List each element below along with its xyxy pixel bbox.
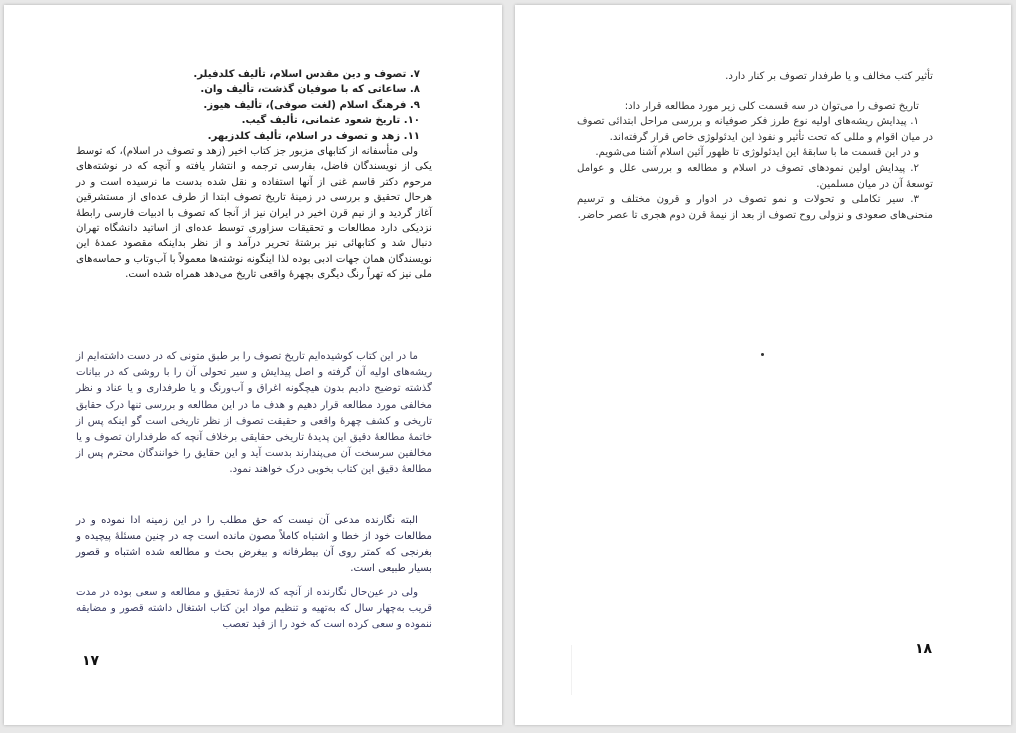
reference-item: ۱۱. زهد و تصوف در اسلام، تألیف کلدزیهر. (207, 130, 420, 142)
left-page-last-text (76, 585, 432, 633)
right-first-line: تأثیر کتب مخالف و یا طرفدار تصوف بر کنار دارد. (725, 71, 933, 82)
left-page-lower-text (76, 513, 432, 577)
left-page-top-text (76, 67, 432, 283)
ink-dot (761, 353, 764, 356)
reference-item: ۷. تصوف و دین مقدس اسلام، تألیف کلدفیلر. (193, 69, 420, 80)
left-page-middle-text (76, 349, 432, 479)
paragraph-4: ولی در عین‌حال نگارنده از آنچه که لازمهٔ تحقیق و مطالعه و سعی بوده در مدت قریب به‌چهار سال که به‌تهیه و تنظیم مواد این کتاب اشتغال داشته قصور و مضایقه ننموده و سعی کرده است که خود را از قید تعصب (76, 587, 432, 630)
right-page-text (577, 69, 933, 223)
reference-item: ۸. ساعاتی که با صوفیان گذشت، تألیف وان. (200, 84, 420, 96)
left-page (4, 5, 502, 725)
reference-item: ۱۰. تاریخ شعود عثمانی، تألیف گیب. (241, 115, 420, 127)
paragraph-1: ولی متأسفانه از کتابهای مزبور جز کتاب اخیر (زهد و تصوف در اسلام)، که توسط یکی از نویسندگان فاضل، بفارسی ترجمه و انتشار یافته و آنچه که در نوشته‌های مرحوم دکتر قاسم غنی از آنها استفاده و نقل شده بدست ما نرسیده است و در هرحال تحقیق و بررسی در زمینهٔ تاریخ تصوف ابتدا از طرف عده‌ای از مستشرقین آغاز گردید و از نیم قرن اخیر در ایران نیز از آنجا که تصوف با ادبیات فارسی رابطهٔ نزدیکی دارد مطالعات و تحقیقات سزاوری توسط عده‌ای از اساتید دانشگاه تهران دنبال شد و کتابهائی نیز برشتهٔ تحریر درآمد و از نظر بداینکه مقصود عمدهٔ این نویسندگان همان جهات ادبی بوده لذا اینگونه نوشته‌ها معمولاً با آب‌وتاب و حماسه‌های ملی نیز که تهراً رنگ دیگری بچهرهٔ واقعی تاریخ می‌دهد همراه شده است. (76, 146, 432, 281)
list-item-1-continuation: و در این قسمت ما با سابقهٔ این ایدئولوژی تا ظهور آئین اسلام آشنا می‌شویم. (595, 147, 919, 159)
paragraph-3: البته نگارنده مدعی آن نیست که حق مطلب را در این زمینه ادا نموده و در مطالعات خود از خطا و اشتباه کاملاً مصون مانده است چه در چنین مسئلهٔ پیچیده و بغرنجی که کمتر روی آن بیطرفانه و بیغرض بحث و مطالعه شده اشتباه و قصور بسیار طبیعی است. (76, 515, 432, 574)
page-edge-mark (571, 645, 572, 695)
list-item-3: ۳. سیر تکاملی و تحولات و نمو تصوف در ادوار و قرون مختلف و ترسیم منحنی‌های صعودی و نزولی روح تصوف از بعد از نیمهٔ قرن دوم هجری تا عصر حاضر. (577, 194, 933, 221)
list-item-1: ۱. پیدایش ریشه‌های اولیه نوع طرز فکر صوفیانه و بررسی مراحل ابتدائی تصوف در میان اقوام و مللی که تحت تأثیر و نفوذ این ایدئولوژی خاص قرار گرفته‌اند. (577, 116, 933, 143)
reference-item: ۹. فرهنگ اسلام (لغت صوفی)، تألیف هیوز. (203, 99, 420, 111)
right-intro: تاریخ تصوف را می‌توان در سه قسمت کلی زیر مورد مطالعه قرار داد: (624, 100, 919, 112)
page-number-left: ۱۷ (82, 653, 100, 669)
list-item-2: ۲. پیدایش اولین نمودهای تصوف در اسلام و مطالعه و بررسی علل و عوامل توسعهٔ آن در میان مسلمین. (577, 162, 933, 190)
paragraph-2: ما در این کتاب کوشیده‌ایم تاریخ تصوف را بر طبق متونی که در دست داشته‌ایم از ریشه‌های اولیه آن گرفته و اصل پیدایش و سیر تحولی آن را با روشی که در بیانات گذشته توضیح دادیم بدون هیچگونه اغراق و آب‌ورنگ و یا طرفداری و یا عناد و نظر مخالفی مورد مطالعه قرار دهیم و هدف ما در این مطالعه و بررسی تنها درک حقایق تاریخی و کشف چهرهٔ واقعی و حقیقت تصوف از نظر تاریخی است گو اینکه پس از خاتمهٔ مطالعهٔ دقیق این پدیدهٔ تاریخی حقایقی برخلاف آنچه که طرفداران تصوف و یا مخالفین سرسخت آن می‌پندارند بدست آید و این حقایق را خوانندگان محترم پس از مطالعهٔ دقیق این کتاب بخوبی درک خواهند نمود. (76, 351, 432, 476)
right-page (515, 5, 1011, 725)
page-number-right: ۱۸ (915, 641, 933, 657)
